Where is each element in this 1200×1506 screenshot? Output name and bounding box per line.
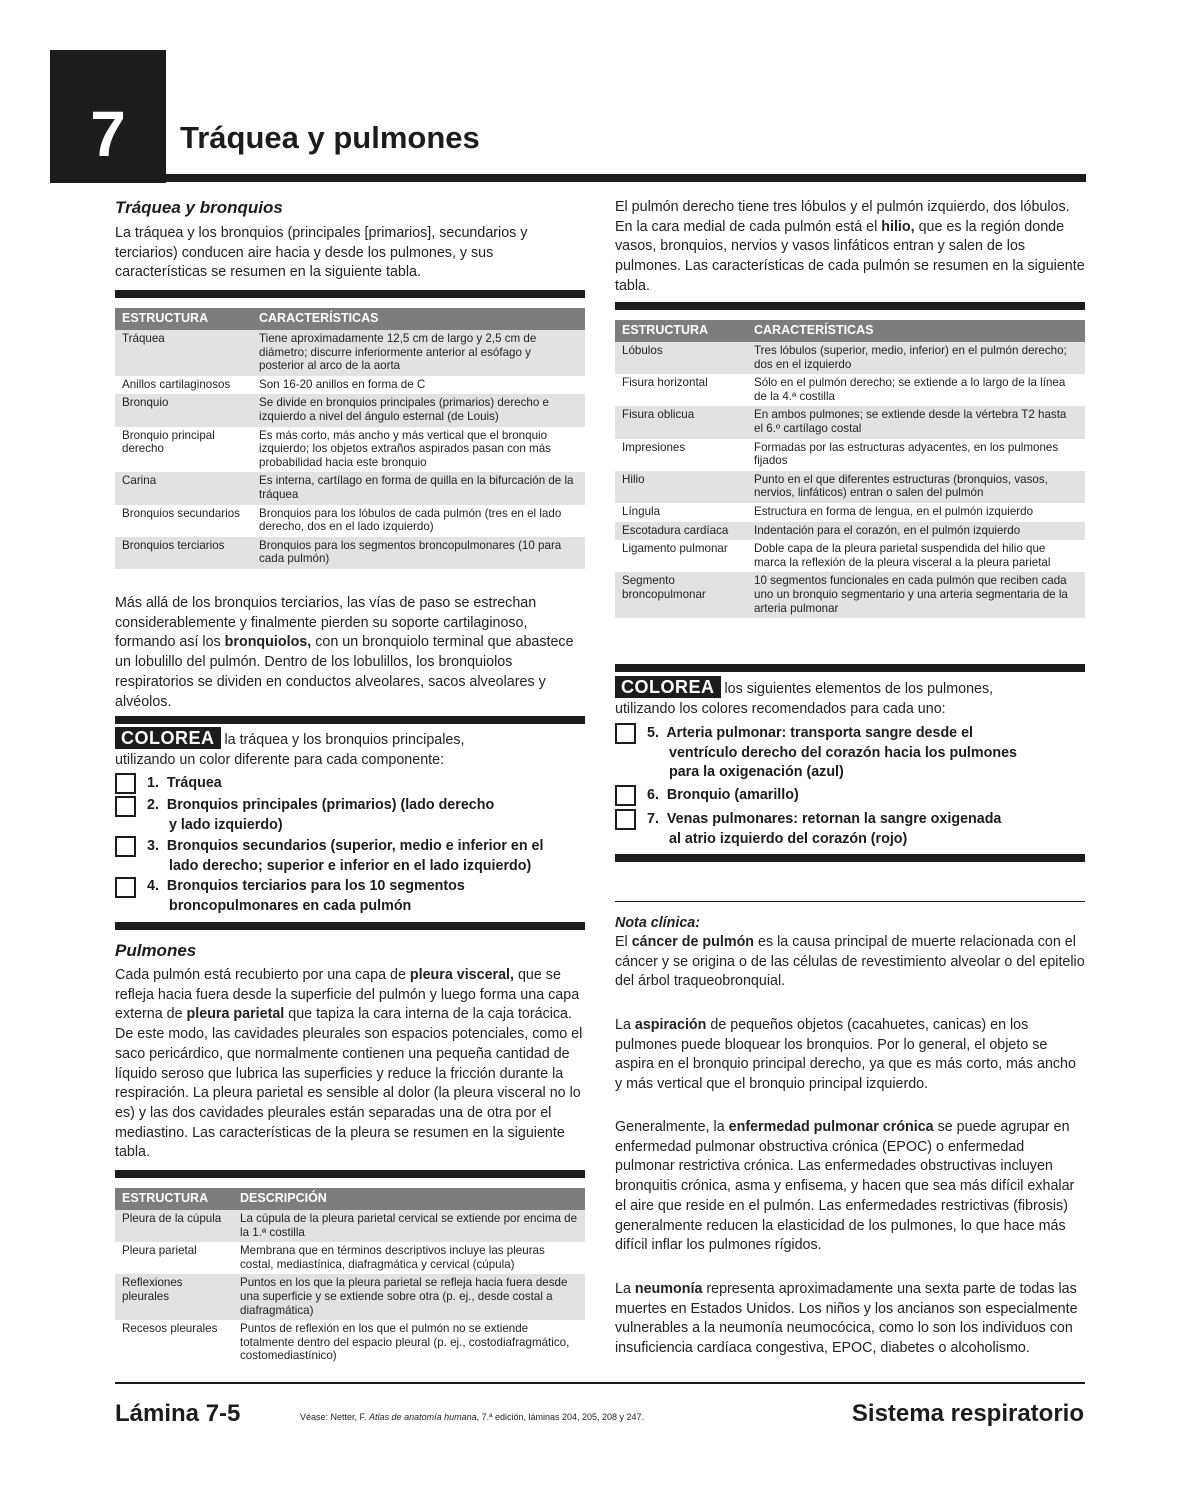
checkbox-1[interactable]	[115, 773, 136, 794]
checkbox-5[interactable]	[615, 723, 636, 744]
table-row	[615, 406, 1085, 438]
table-cell: Língula	[622, 504, 661, 518]
table-cell: Bronquio principal derecho	[122, 428, 215, 456]
lungs-table	[615, 320, 1085, 618]
table-row	[615, 342, 1085, 374]
table-rule	[615, 302, 1085, 310]
colorea-rule	[115, 716, 585, 724]
table-cell: La cúpula de la pleura parietal cervical se extiende por encima de la 1.ª costilla	[233, 1210, 585, 1242]
colorea-badge: COLOREA	[615, 676, 721, 698]
table-header: CARACTERÍSTICAS	[747, 320, 1085, 342]
table-header: ESTRUCTURA	[115, 308, 252, 330]
checkbox-2[interactable]	[115, 796, 136, 817]
table-row	[115, 1242, 585, 1274]
colorea-instruction: COLOREA los siguientes elementos de los pulmones, utilizando los colores recomendados para cada uno:	[615, 677, 994, 717]
table-cell: Sólo en el pulmón derecho; se extiende a lo largo de la línea de la 4.ª costilla	[754, 376, 1066, 403]
table-row	[615, 540, 1085, 572]
checkbox-7[interactable]	[615, 809, 636, 830]
table-cell: Bronquios terciarios	[115, 537, 252, 569]
table-row	[115, 1274, 585, 1320]
table-row	[615, 522, 1085, 541]
table-cell: Bronquio	[115, 394, 252, 426]
table-cell: Fisura horizontal	[622, 376, 708, 390]
table-cell: Formadas por las estructuras adyacentes, en los pulmones fijados	[754, 440, 1059, 468]
table-cell: Indentación para el corazón, en el pulmón izquierdo	[747, 522, 1085, 541]
table-header: CARACTERÍSTICAS	[252, 308, 585, 330]
clinical-note-cancer: El cáncer de pulmón es la causa principal de muerte relacionada con el cáncer y se origina o de las células de revestimiento alveolar o del epitelio del árbol traqueobronquial.	[615, 934, 1085, 990]
table-cell: Es más corto, más ancho y más vertical que el bronquio izquierdo; los objetos extraños aspirados pasan con más probabilidad hacia este bronquio	[259, 428, 551, 469]
table-row	[615, 572, 1085, 618]
checkbox-3[interactable]	[115, 836, 136, 857]
checkbox-4[interactable]	[115, 877, 136, 898]
list-item: 2. Bronquios principales (primarios) (lado derecho y lado izquierdo)	[147, 797, 495, 833]
table-row	[115, 505, 585, 537]
trachea-table	[115, 308, 585, 569]
colorea-end-rule	[615, 854, 1085, 862]
table-cell: Punto en el que diferentes estructuras (bronquios, vasos, nervios, linfáticos) entran o salen del pulmón	[747, 471, 1085, 503]
table-cell: Pleura parietal	[122, 1244, 197, 1258]
table-cell: Lóbulos	[615, 342, 747, 374]
table-row	[115, 1210, 585, 1242]
list-item: 4. Bronquios terciarios para los 10 segmentos broncopulmonares en cada pulmón	[147, 878, 465, 914]
table-row	[115, 394, 585, 426]
table-rule	[115, 290, 585, 298]
intro-paragraph: La tráquea y los bronquios (principales [primarios], secundarios y terciarios) conducen aire hacia y desde los pulmones, y sus características se resumen en la siguiente tabla.	[115, 225, 528, 281]
list-item: 1. Tráquea	[147, 775, 222, 791]
clinical-note-chronic: Generalmente, la enfermedad pulmonar crónica se puede agrupar en enfermedad pulmonar obstructiva crónica (EPOC) o enfermedad pulmonar restrictiva crónica. Las enfermedades obstructivas incluyen bronquitis crónica, asma y enfisema, y hacen que sea más difícil exhalar el aire que reside en el pulmón. Las enfermedades restrictivas (fibrosis) generalmente reducen la elasticidad de los pulmones, lo que hace más difícil inflar los pulmones rígidos.	[615, 1119, 1075, 1254]
table-cell: 10 segmentos funcionales en cada pulmón que reciben cada uno un bronquio segmentario y una arteria segmentaria de la arteria pulmonar	[747, 572, 1085, 618]
table-row	[115, 472, 585, 504]
table-cell: Recesos pleurales	[122, 1322, 218, 1336]
lungs-intro-paragraph: El pulmón derecho tiene tres lóbulos y el pulmón izquierdo, dos lóbulos. En la cara medial de cada pulmón está el hilio, que es la región donde vasos, bronquios, nervios y vasos linfáticos entran y salen de los pulmones. Las características de cada pulmón se resumen en la siguiente tabla.	[615, 199, 1085, 294]
reference-note: Véase: Netter, F. Atlas de anatomía humana, 7.ª edición, láminas 204, 205, 208 y 247.	[300, 1412, 645, 1422]
checkbox-6[interactable]	[615, 785, 636, 806]
table-header: DESCRIPCIÓN	[233, 1188, 585, 1210]
list-item: 3. Bronquios secundarios (superior, medio e inferior en el lado derecho; superior e inferior en el lado izquierdo)	[147, 838, 544, 874]
list-item: 6. Bronquio (amarillo)	[647, 787, 799, 803]
clinical-note-pneumonia: La neumonía representa aproximadamente una sexta parte de todas las muertes en Estados Unidos. Los niños y los ancianos son especialmente vulnerables a la neumonía neumocócica, como lo son los individuos con insuficiencia cardíaca congestiva, EPOC, diabetes o alcoholismo.	[615, 1281, 1078, 1357]
table-cell: Doble capa de la pleura parietal suspendida del hilio que marca la reflexión de la pleura visceral a la pleura parietal	[754, 542, 1051, 569]
table-cell: Escotadura cardíaca	[615, 522, 747, 541]
table-row	[115, 427, 585, 473]
table-cell: Carina	[115, 472, 252, 504]
table-cell: Es interna, cartílago en forma de quilla en la bifurcación de la tráquea	[252, 472, 585, 504]
table-row	[615, 439, 1085, 471]
table-rule	[115, 1170, 585, 1178]
table-cell: Se divide en bronquios principales (primarios) derecho e izquierdo a nivel del ángulo esternal (de Louis)	[252, 394, 585, 426]
pleura-table	[115, 1188, 585, 1366]
table-cell: Bronquios para los lóbulos de cada pulmón (tres en el lado derecho, dos en el lado izquierdo)	[259, 506, 562, 534]
table-row	[615, 503, 1085, 522]
footer-rule	[115, 1382, 1085, 1384]
section-title-trachea: Tráquea y bronquios	[115, 198, 283, 217]
list-item: 7. Venas pulmonares: retornan la sangre oxigenada al atrio izquierdo del corazón (rojo)	[647, 811, 1002, 847]
colorea-end-rule	[115, 922, 585, 930]
table-cell: Son 16-20 anillos en forma de C	[259, 377, 426, 391]
colorea-instruction: COLOREA la tráquea y los bronquios principales, utilizando un color diferente para cada componente:	[115, 728, 465, 768]
table-cell: Bronquios para los segmentos broncopulmonares (10 para cada pulmón)	[252, 537, 585, 569]
list-item: 5. Arteria pulmonar: transporta sangre desde el ventrículo derecho del corazón hacia los pulmones para la oxigenación (azul)	[647, 725, 1017, 781]
table-row	[115, 537, 585, 569]
divider	[615, 901, 1085, 902]
table-cell: Ligamento pulmonar	[622, 542, 728, 556]
colorea-badge: COLOREA	[115, 727, 221, 749]
table-row	[115, 330, 585, 376]
plate-number: Lámina 7-5	[115, 1400, 241, 1427]
table-cell: Tiene aproximadamente 12,5 cm de largo y 2,5 cm de diámetro; discurre inferiormente anterior al esófago y posterior al arco de la aorta	[252, 330, 585, 376]
table-cell: Puntos en los que la pleura parietal se refleja hacia fuera desde una superficie y se extiende sobre otra (p. ej., desde costal a diafragmática)	[233, 1274, 585, 1320]
page-title: Tráquea y pulmones	[180, 120, 480, 155]
table-cell: Pleura de la cúpula	[115, 1210, 233, 1242]
table-cell: Impresiones	[622, 440, 686, 454]
table-cell: Segmento broncopulmonar	[615, 572, 747, 618]
table-cell: En ambos pulmones; se extiende desde la vértebra T2 hasta el 6.º cartílago costal	[747, 406, 1085, 438]
section-title-lungs: Pulmones	[115, 941, 197, 960]
table-cell: Fisura oblicua	[615, 406, 747, 438]
table-cell: Tres lóbulos (superior, medio, inferior) en el pulmón derecho; dos en el izquierdo	[747, 342, 1085, 374]
table-cell: Estructura en forma de lengua, en el pulmón izquierdo	[754, 504, 1034, 518]
section-name: Sistema respiratorio	[851, 1400, 1084, 1427]
table-cell: Hilio	[615, 471, 747, 503]
table-cell: Reflexiones pleurales	[115, 1274, 233, 1320]
table-header: ESTRUCTURA	[115, 1188, 233, 1210]
chapter-number: 7	[50, 50, 166, 183]
table-cell: Puntos de reflexión en los que el pulmón no se extiende totalmente dentro del espacio pleural (p. ej., costodiafragmático, costomediastínico)	[240, 1322, 570, 1363]
table-row	[615, 374, 1085, 406]
table-row	[615, 471, 1085, 503]
table-cell: Bronquios secundarios	[122, 506, 240, 520]
header-rule	[50, 174, 1086, 182]
colorea-rule	[615, 664, 1085, 672]
bronchioles-paragraph: Más allá de los bronquios terciarios, las vías de paso se estrechan considerablemente y finalmente pierden su soporte cartilaginoso, formando así los bronquiolos, con un bronquiolo terminal que abastece un lobulillo del pulmón. Dentro de los lobulillos, los bronquiolos respiratorios se dividen en conductos alveolares, sacos alveolares y alvéolos.	[115, 595, 574, 710]
clinical-note-aspiration: La aspiración de pequeños objetos (cacahuetes, canicas) en los pulmones puede bloquear los bronquios. Por lo general, el objeto se aspira en el bronquio principal derecho, ya que es más corto, más ancho y más vertical que el bronquio principal izquierdo.	[615, 1017, 1076, 1093]
pleura-paragraph: Cada pulmón está recubierto por una capa de pleura visceral, que se refleja hacia fuera desde la superficie del pulmón y luego forma una capa externa de pleura parietal que tapiza la cara interna de la caja torácica. De este modo, las cavidades pleurales son espacios potenciales, como el saco pericárdico, que normalmente contienen una pequeña cantidad de líquido seroso que lubrica las superficies y reduce la fricción durante la respiración. La pleura parietal es sensible al dolor (la pleura visceral no lo es) y las dos cavidades pleurales están separadas una de otra por el mediastino. Las características de la pleura se resumen en la siguiente tabla.	[115, 967, 583, 1161]
clinical-note-title: Nota clínica:	[615, 915, 701, 931]
table-cell: Anillos cartilaginosos	[122, 377, 231, 391]
table-cell: Membrana que en términos descriptivos incluye las pleuras costal, mediastínica, diafragmática y cervical (cúpula)	[240, 1244, 545, 1271]
table-header: ESTRUCTURA	[615, 320, 747, 342]
table-cell: Tráquea	[115, 330, 252, 376]
table-row	[115, 1320, 585, 1366]
table-row	[115, 376, 585, 395]
